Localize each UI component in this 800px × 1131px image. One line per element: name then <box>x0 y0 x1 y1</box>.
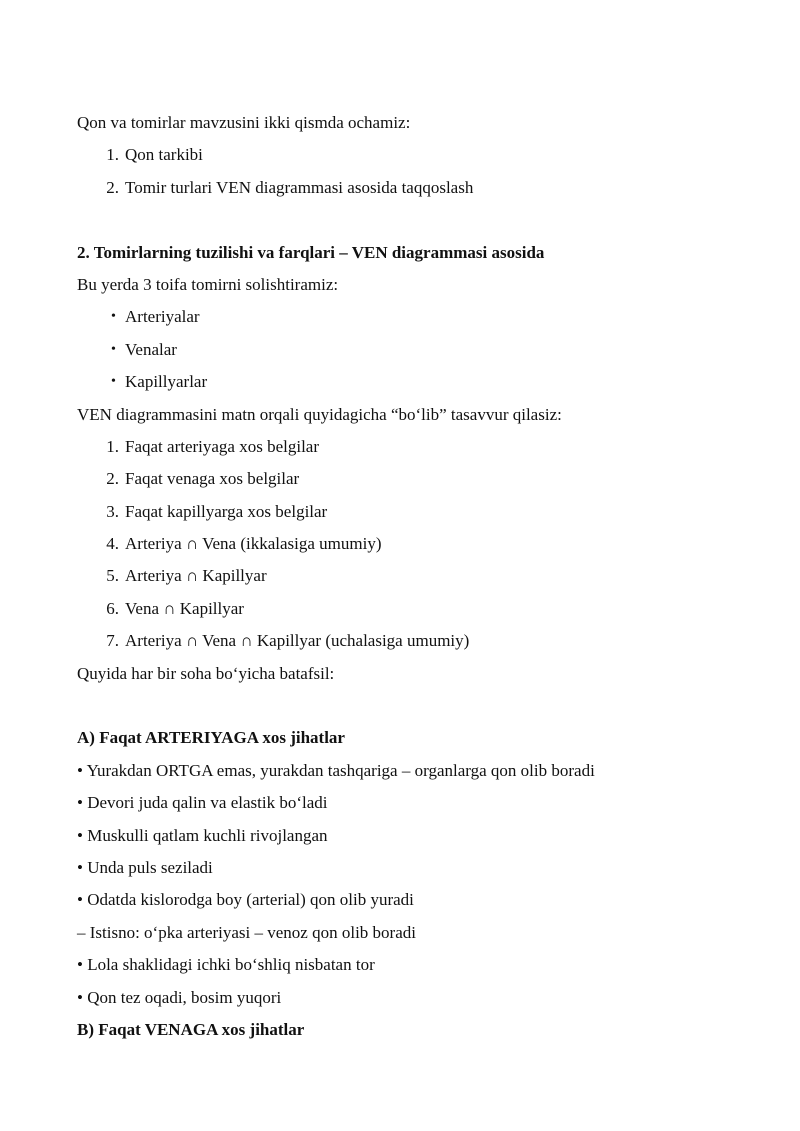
list-item-text: Arteriya ∩ Kapillyar <box>125 566 267 586</box>
ven-region-item <box>77 496 737 528</box>
list-number: 5. <box>106 566 119 586</box>
list-item-text: Qon tarkibi <box>125 145 203 165</box>
intro-list-item-2 <box>77 172 737 204</box>
list-number: 2. <box>106 177 119 197</box>
section-a-heading: A) Faqat ARTERIYAGA xos jihatlar <box>77 728 345 748</box>
list-number: 6. <box>106 598 119 618</box>
bullet-icon: • <box>111 374 116 390</box>
details-intro-paragraph: Quyida har bir soha bo‘yicha batafsil: <box>77 663 335 683</box>
list-item-text: Kapillyarlar <box>125 372 208 392</box>
list-item-text: Venalar <box>125 339 177 359</box>
artery-feature-line: • Lola shaklidagi ichki bo‘shliq nisbatan tor <box>77 955 375 975</box>
list-item-text: Arteriya ∩ Vena ∩ Kapillyar (uchalasiga umumiy) <box>125 631 470 651</box>
artery-feature-exception: – Istisno: o‘pka arteriyasi – venoz qon olib boradi <box>77 922 416 942</box>
artery-feature-line: • Yurakdan ORTGA emas, yurakdan tashqariga – organlarga qon olib boradi <box>77 760 595 780</box>
artery-feature-line: • Devori juda qalin va elastik bo‘ladi <box>77 793 328 813</box>
list-item-text: Faqat venaga xos belgilar <box>125 469 300 489</box>
list-number: 3. <box>106 501 119 521</box>
vessel-type-item <box>77 366 737 398</box>
section-2-heading: 2. Tomirlarning tuzilishi va farqlari – VEN diagrammasi asosida <box>77 242 545 262</box>
vessel-type-item <box>77 334 737 366</box>
list-item-text: Tomir turlari VEN diagrammasi asosida taqqoslash <box>125 177 474 197</box>
list-item-text: Vena ∩ Kapillyar <box>125 598 244 618</box>
list-number: 1. <box>106 145 119 165</box>
spacer <box>77 204 737 236</box>
ven-region-item <box>77 431 737 463</box>
list-number: 2. <box>106 469 119 489</box>
ven-region-item <box>77 528 737 560</box>
section-b-heading: B) Faqat VENAGA xos jihatlar <box>77 1019 305 1039</box>
intro-paragraph: Qon va tomirlar mavzusini ikki qismda ochamiz: <box>77 113 411 132</box>
ven-region-item <box>77 593 737 625</box>
bullet-icon: • <box>111 341 116 357</box>
spacer <box>77 690 737 722</box>
ven-region-item <box>77 463 737 495</box>
vessel-type-item <box>77 301 737 333</box>
ven-region-item <box>77 560 737 592</box>
list-number: 1. <box>106 436 119 456</box>
artery-feature-line: • Unda puls seziladi <box>77 857 213 877</box>
list-item-text: Arteriya ∩ Vena (ikkalasiga umumiy) <box>125 534 382 554</box>
artery-feature-line: • Muskulli qatlam kuchli rivojlangan <box>77 825 328 845</box>
ven-region-item <box>77 625 737 657</box>
ven-intro-paragraph: VEN diagrammasini matn orqali quyidagicha “bo‘lib” tasavvur qilasiz: <box>77 404 562 424</box>
list-item-text: Faqat kapillyarga xos belgilar <box>125 501 328 521</box>
section-2-intro: Bu yerda 3 toifa tomirni solishtiramiz: <box>77 274 339 294</box>
artery-feature-line: • Qon tez oqadi, bosim yuqori <box>77 987 282 1007</box>
list-number: 7. <box>106 631 119 651</box>
bullet-icon: • <box>111 309 116 325</box>
list-number: 4. <box>106 534 119 554</box>
list-item-text: Arteriyalar <box>125 307 200 327</box>
artery-feature-line: • Odatda kislorodga boy (arterial) qon olib yuradi <box>77 890 414 910</box>
list-item-text: Faqat arteriyaga xos belgilar <box>125 436 320 456</box>
intro-list-item-1 <box>77 139 737 171</box>
document-page <box>77 107 737 1046</box>
